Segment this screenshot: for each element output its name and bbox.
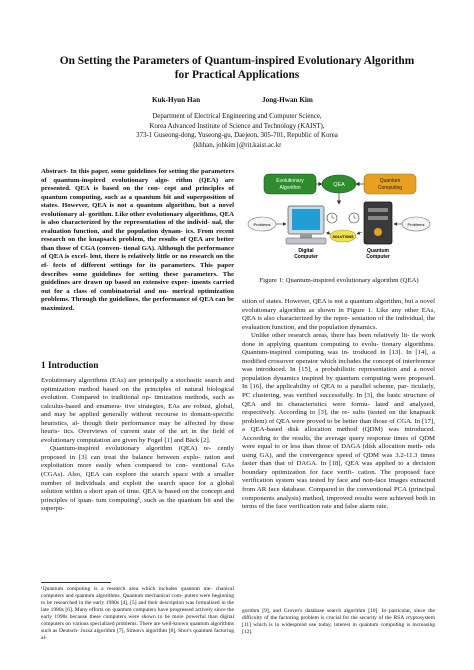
intro-line: natural biological evolution. Compared to traditional op- [41, 385, 235, 402]
quantum-computer-label-1: Quantum [367, 248, 389, 254]
abstract-line: describes some guidelines for setting these parameters. [41, 270, 218, 278]
intro-line: time. QEA is based on the concept and principles of quan- [41, 488, 234, 504]
author-1: Kuk-Hyun Han [152, 96, 201, 104]
footnote-line: puters were beginning to be researched in the early 1980s [4], [5] and their description was [41, 593, 235, 607]
body-line: Unlike other research areas, there has been relatively lit- [251, 332, 410, 340]
body-line: face and non-face images extracted from AR face database. [242, 477, 436, 494]
abstract-line: lent, there is relatively little or no research on the ef- [41, 253, 234, 270]
intro-line: tum computing¹, such as the quantum bit and the superpo- [41, 496, 234, 513]
affiliation-line: Korea Advanced Institute of Science and Technology (KAIST), [149, 122, 325, 130]
footnote-line: Jozsa algorithm [7], Simon's algorithm [8], Shor's quantum factoring al- [41, 628, 234, 642]
intro-line: though their performance may be affected by these heuris- [41, 419, 234, 436]
author-2: Jong-Hwan Kim [262, 96, 313, 104]
qc-box-label-2: Computing [377, 185, 403, 191]
body-line: troduced in [13]. In [14], a modified crossover operator [242, 349, 436, 365]
solutions-label: SOLUTIONS [332, 235, 354, 239]
footnote-line: shown to be more powerful than digital computers on various specialized [41, 614, 235, 628]
title-line-1: On Setting the Parameters of Quantum-inspired Evolutionary Algorithm [59, 55, 415, 67]
affiliation-line: 373-1 Guseong-dong, Yuseong-gu, Daejeon, 305-701, Republic of Korea [136, 132, 338, 140]
digital-computer-label-1: Digital [298, 248, 314, 254]
body-line: cation. The proposed face verification system was tested by [242, 468, 435, 485]
quantum-computer-light [374, 228, 382, 236]
abstract-line: The guidelines are drawn up based on extensive exper- [41, 270, 234, 287]
body-line: basic structure of QEA and its characteristics were formu- [242, 392, 436, 408]
body-line: In [16], the applicability of QEA to a parallel scheme, par- [242, 383, 409, 391]
problems-label-left: Problems [253, 222, 271, 227]
footnote-line: progressed actively since the early 1990s because these computers were [41, 607, 234, 621]
body-line: Compared to the conventional PCA (principal components [242, 486, 435, 502]
intro-line: tive strategies, EAs are robust, global, and may be applied [41, 402, 234, 419]
body-line: Like any other EAs, QEA is also characterized by the repre- [242, 306, 436, 323]
footnote-line: the RSA cryptosystem [11] which is in widespread use today, interest in [242, 615, 435, 629]
qc-box-label-1: Quantum [379, 178, 401, 184]
footnote-line: since the difficulty of the factoring problem is crucial for the security of [242, 608, 436, 622]
intro-line: generally without recourse to domain-specific heuristics, al- [41, 411, 234, 427]
problems-cloud-left [248, 217, 276, 231]
body-line: sition of states. However, QEA is not a quantum algorithm, [242, 298, 403, 305]
intro-paragraph-1 [41, 377, 234, 445]
footnote-left [41, 586, 234, 642]
paper-title [0, 54, 474, 82]
intro-line: timization methods, such as calculus-based and enumera- [41, 394, 235, 410]
problems-cloud-right [402, 217, 430, 231]
abstract-line: the parameters of quantum-inspired evolutionary algo- [41, 168, 234, 184]
body-line: which includes the concept of interference was introduced. [242, 357, 436, 374]
body-line: ticularly, PC clustering, was verified successfully. In [3], the [242, 383, 436, 400]
intro-line: Evolutionary algorithms (EAs) are principally a stochastic [41, 377, 203, 384]
body-line: tle work done in applying quantum computing to evolu- [242, 332, 435, 348]
abstract-line: results of QEA are better than those of CGA (conven- [41, 236, 234, 252]
footnote-line: ¹Quantum computing is a research area which includes quantum me- [41, 586, 213, 592]
quantum-computer-label-2: Computer [366, 254, 390, 260]
body-line: lated and analyzed, respectively. According to [3], the re- [242, 400, 435, 417]
affiliation [40, 112, 434, 150]
body-line: In [15], a probabilistic representation and a novel population [242, 366, 435, 382]
abstract-line: merical optimization problems. Through the guidelines, [41, 287, 235, 304]
body-line: the results, the average query response times of QDM were [242, 434, 435, 451]
ea-box [264, 174, 316, 194]
intro-text [41, 377, 234, 514]
footnote-line: problems. There are well-known quantum algorithms such as Deutsch- [41, 621, 234, 635]
ea-box-label-2: Algorithm [279, 185, 301, 191]
body-line: sults (tested on the knapsack problem) of QEA were proved [242, 409, 435, 425]
figure-caption: Figure 1: Quantum-inspired evolutionary algorithm (QEA) [259, 277, 419, 284]
intro-line: ventional GAs (CGAs). Also, QEA can explore the search [41, 462, 234, 479]
body-line: sentation of the individual, the evaluation function, and the [242, 315, 436, 331]
affiliation-line: Department of Electrical Engineering and Computer Science, [152, 113, 322, 120]
abstract-line: tional GA). Although the performance of QEA is excel- [41, 244, 234, 261]
footnote-line: chanical computers and quantum algorithms. Quantum mechanical com- [41, 586, 235, 600]
qea-diagram [242, 166, 436, 272]
body-line: equal to or less than those of DAGA (disk allocation meth- [257, 443, 424, 451]
figure-1 [242, 166, 436, 272]
digital-computer-screen [292, 209, 320, 230]
footnote-line: formalized in the late 1980s [6]. Many efforts on quantum computers have [41, 600, 234, 614]
footnote-rule [41, 582, 111, 583]
abstract-line: iments carried out for a class of combinatorial and nu- [41, 279, 234, 295]
body-line: 3.2-11.3 times faster than that of DAGA. In [18], QEA was [242, 451, 435, 468]
body-line: to be better than those of CGA. In [17], a QEA-based disk [242, 417, 435, 434]
title-line-2: for Practical Applications [174, 69, 300, 81]
qc-box [364, 174, 416, 194]
qea-label: QEA [333, 182, 345, 188]
problems-label-right: Problems [407, 222, 425, 227]
abstract-line: rithm (QEA) are presented. QEA is based on the con- [41, 176, 235, 193]
body-line: allocation method (QDM) was introduced. According to [242, 426, 435, 442]
body-line: dynamics inspired by quantum computing were proposed. [273, 374, 435, 382]
intro-line: ration and exploitation more easily when compared to con- [41, 453, 234, 470]
abstract-line: quantum bit and superposition of states. However, QEA [41, 193, 235, 210]
footnote-line: quantum computing is increasing [12]. [242, 622, 435, 636]
body-line: tionary algorithms. Quantum-inspired computing was in- [242, 340, 436, 357]
intro-line: search and optimization method based on the principles of [41, 377, 235, 393]
body-line: applied to a decision boundary optimization for face verifi- [242, 460, 436, 476]
footnote-right [242, 608, 435, 636]
abstract-line: the performance of QEA can be maximized. [41, 296, 234, 312]
abstract-line: gorithm. Like other evolutionary algorithms, QEA is [41, 210, 235, 227]
intro-line: Quantum-inspired evolutionary algorithm (QEA) re- [50, 445, 212, 453]
body-line: population dynamics. [319, 323, 378, 331]
intro-line: space with a smaller number of individuals and exploit the [41, 471, 234, 487]
intro-line: evolutionary computation are given by Fogel [1] and Bäck [41, 436, 200, 444]
abstract [41, 168, 234, 313]
abstract-line: cept and principles of quantum computing, such as a [41, 185, 234, 201]
section-heading: 1 Introduction [41, 361, 99, 371]
abstract-line: also characterized by the representation of the individ- [47, 219, 210, 227]
body-line: terms of the face verification rate and false alarm rate. [242, 503, 389, 511]
affiliation-email: {khhan, johkim}@rit.kaist.ac.kr [192, 141, 282, 149]
body-line: but a novel evolutionary algorithm as shown in Figure 1. [242, 298, 435, 314]
ea-box-label-1: Evolutionary [276, 178, 304, 184]
intro-line: search space for a global solution within a short span of [41, 479, 235, 496]
intro-paragraph-2 [41, 445, 234, 513]
intro-line: [2]. [200, 436, 211, 444]
abstract-line: is not a quantum algorithm, but a novel evolutionary al- [41, 202, 234, 218]
body-line: analysis) method, improved results were achieved both in [276, 494, 435, 502]
abstract-line: ual, the evaluation function, and the population dynam- [41, 219, 235, 235]
footnote-line: gorithm [9], and Grover's database search algorithm [10]. In particular, [242, 608, 412, 614]
abstract-line: Abstract- In this paper, some guidelines for setting [41, 168, 189, 175]
abstract-line: fects of different settings for its parameters. This paper [53, 262, 235, 270]
intro-line: cently proposed in [3] can treat the balance between explo- [41, 445, 234, 461]
intro-line: tics. Overviews of current state of the art in the field of [63, 428, 235, 436]
body-line: ods using GA), and the convergence speed of QDM was [242, 443, 436, 459]
right-paragraph-2 [242, 332, 435, 511]
abstract-line: ics. From recent research on the knapsack problem, the [41, 227, 235, 244]
digital-computer-label-2: Computer [294, 254, 318, 260]
right-paragraph-1 [242, 298, 435, 332]
right-column-text [242, 298, 435, 512]
